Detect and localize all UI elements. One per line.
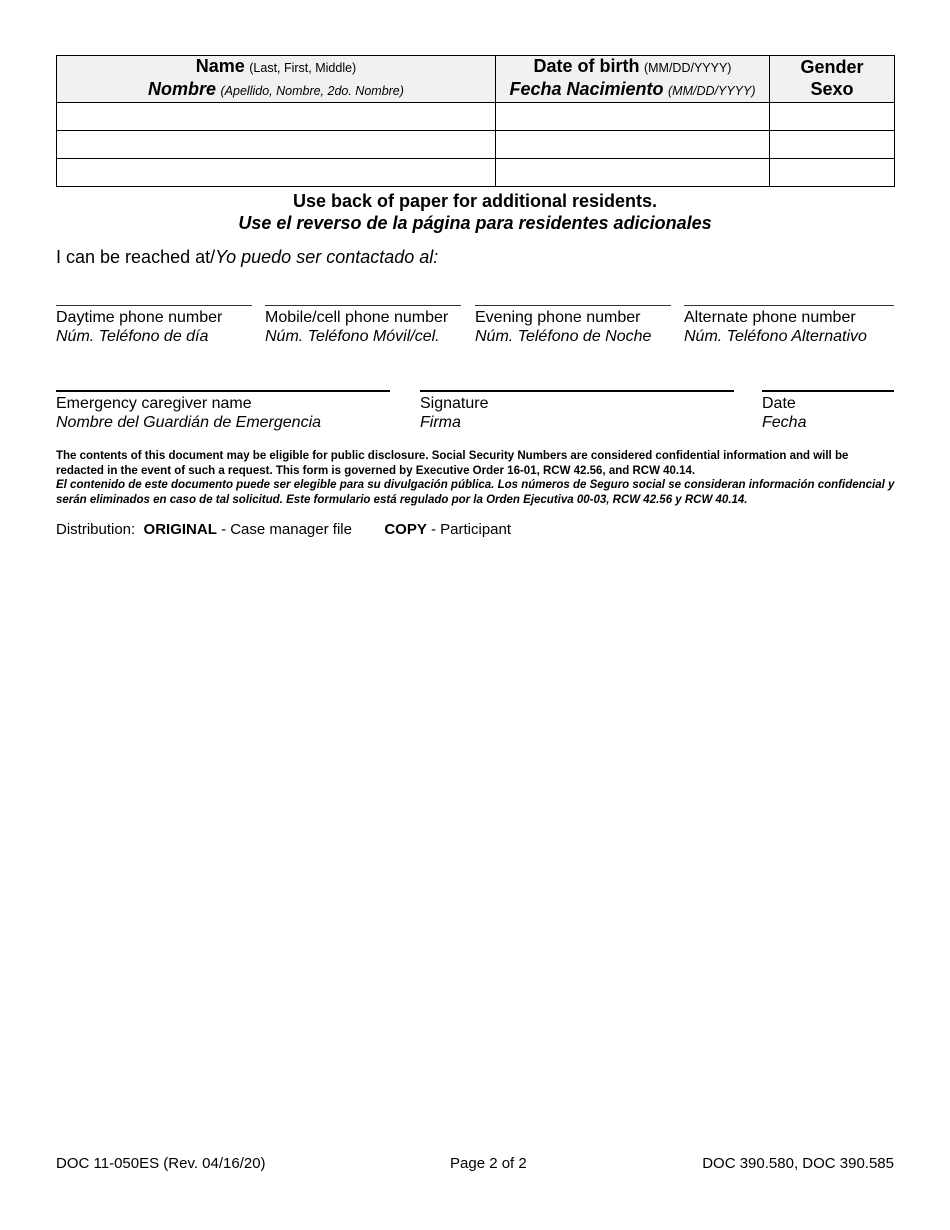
footer-form-id: DOC 11-050ES (Rev. 04/16/20) xyxy=(56,1155,266,1172)
table-header-row xyxy=(57,56,895,103)
dob-cell[interactable] xyxy=(496,131,770,159)
date-label: Date Fecha xyxy=(762,395,807,431)
caregiver-name-label: Emergency caregiver name Nombre del Guardián de Emergencia xyxy=(56,395,322,431)
gender-cell[interactable] xyxy=(770,159,895,187)
name-cell[interactable] xyxy=(57,103,496,131)
gender-cell[interactable] xyxy=(770,103,895,131)
name-cell[interactable] xyxy=(57,131,496,159)
evening-phone-label: Evening phone number Núm. Teléfono de Noche xyxy=(475,309,652,345)
contact-intro: I can be reached at/Yo puedo ser contactado al: xyxy=(56,247,439,267)
dob-cell[interactable] xyxy=(496,159,770,187)
legal-english: The contents of this document may be eligible for public disclosure. Social Security Numbers are considered confidential information and will be redacted in the event of such a request. This form is governed by Executive Order 16-01, RCW 42.56, and RCW 40.14. xyxy=(56,450,849,477)
legal-disclosure xyxy=(56,449,896,507)
daytime-phone-label: Daytime phone number Núm. Teléfono de día xyxy=(56,309,223,345)
mobile-phone-label: Mobile/cell phone number Núm. Teléfono Móvil/cel. xyxy=(265,309,449,345)
caregiver-name-line[interactable] xyxy=(56,390,390,392)
header-dob: Date of birth (MM/DD/YYYY) Fecha Nacimiento (MM/DD/YYYY) xyxy=(496,56,770,103)
gender-cell[interactable] xyxy=(770,131,895,159)
table-row xyxy=(57,159,895,187)
signature-line[interactable] xyxy=(420,390,734,392)
mobile-phone-line[interactable] xyxy=(265,305,461,306)
residents-table xyxy=(56,55,895,187)
daytime-phone-line[interactable] xyxy=(56,305,252,306)
date-line[interactable] xyxy=(762,390,894,392)
footer-references: DOC 390.580, DOC 390.585 xyxy=(702,1155,894,1172)
header-gender: Gender Sexo xyxy=(770,56,895,103)
notice-spanish: Use el reverso de la página para residentes adicionales xyxy=(238,213,712,233)
header-name: Name (Last, First, Middle) Nombre (Apellido, Nombre, 2do. Nombre) xyxy=(57,56,496,103)
dob-cell[interactable] xyxy=(496,103,770,131)
table-row xyxy=(57,131,895,159)
name-cell[interactable] xyxy=(57,159,496,187)
evening-phone-line[interactable] xyxy=(475,305,671,306)
distribution-line: Distribution: ORIGINAL - Case manager file COPY - Participant xyxy=(56,521,512,538)
footer-page-number: Page 2 of 2 xyxy=(450,1155,527,1172)
legal-spanish: El contenido de este documento puede ser elegible para su divulgación pública. Los números de Seguro social se consideran información confidencial y serán eliminados en caso de tal solicitud. Este formulario está regulado por la Orden Ejecutiva 00-03, RCW 42.56 y RCW 40.14. xyxy=(56,479,895,506)
signature-label: Signature Firma xyxy=(420,395,489,431)
table-row xyxy=(57,103,895,131)
notice-english: Use back of paper for additional residents. xyxy=(292,191,658,211)
alternate-phone-line[interactable] xyxy=(684,305,894,306)
alternate-phone-label: Alternate phone number Núm. Teléfono Alternativo xyxy=(684,309,867,345)
